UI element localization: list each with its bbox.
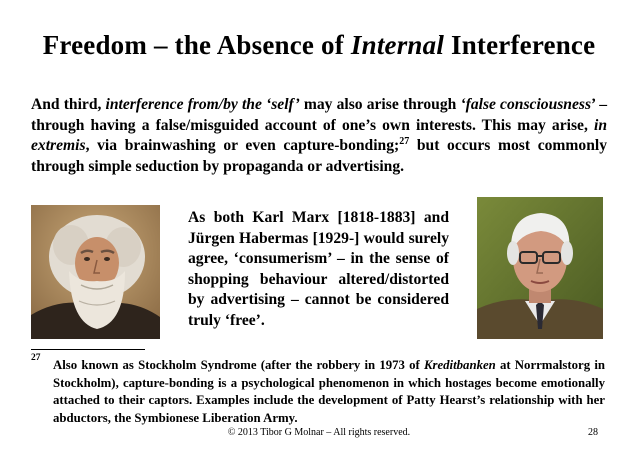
jurgen-habermas-portrait bbox=[477, 197, 603, 339]
intro-paragraph: And third, interference from/by the ‘self’ may also arise through ‘false consciousness’ – through having a false/misguided account of one’s own interests. This may arise, in extremis, via brainwashing or even capture-bonding;$^{27}$ but occurs most commonly through simple seduction by propaganda or advertising. bbox=[31, 96, 607, 175]
slide-title: Freedom – the Absence of Internal Interference bbox=[42, 30, 596, 60]
page-number: 28 bbox=[588, 427, 598, 438]
footnote-reference: 27 bbox=[399, 136, 410, 147]
footnote-text: Also known as Stockholm Syndrome (after the robbery in 1973 of Kreditbanken at Norrmalstorg in Stockholm), capture-bonding is a psychological phenomenon in which hostages become emotionally attached to their captors. Examples include the development of Patty Hearst’s relationship with her abductors, the Symbionese Liberation Army. bbox=[53, 358, 605, 425]
footnote-number: 27 bbox=[31, 353, 41, 363]
copyright-notice: © 2013 Tibor G Molnar – All rights reserved. bbox=[227, 427, 411, 438]
karl-marx-portrait bbox=[31, 205, 160, 339]
footnote-divider bbox=[31, 349, 145, 350]
marx-habermas-quote: As both Karl Marx [1818-1883] and Jürgen Habermas [1929-] would surely agree, ‘consumerism’ – in the sense of shopping behaviour altered/distorted by advertising – cannot be considered truly ‘free’. bbox=[188, 209, 449, 329]
